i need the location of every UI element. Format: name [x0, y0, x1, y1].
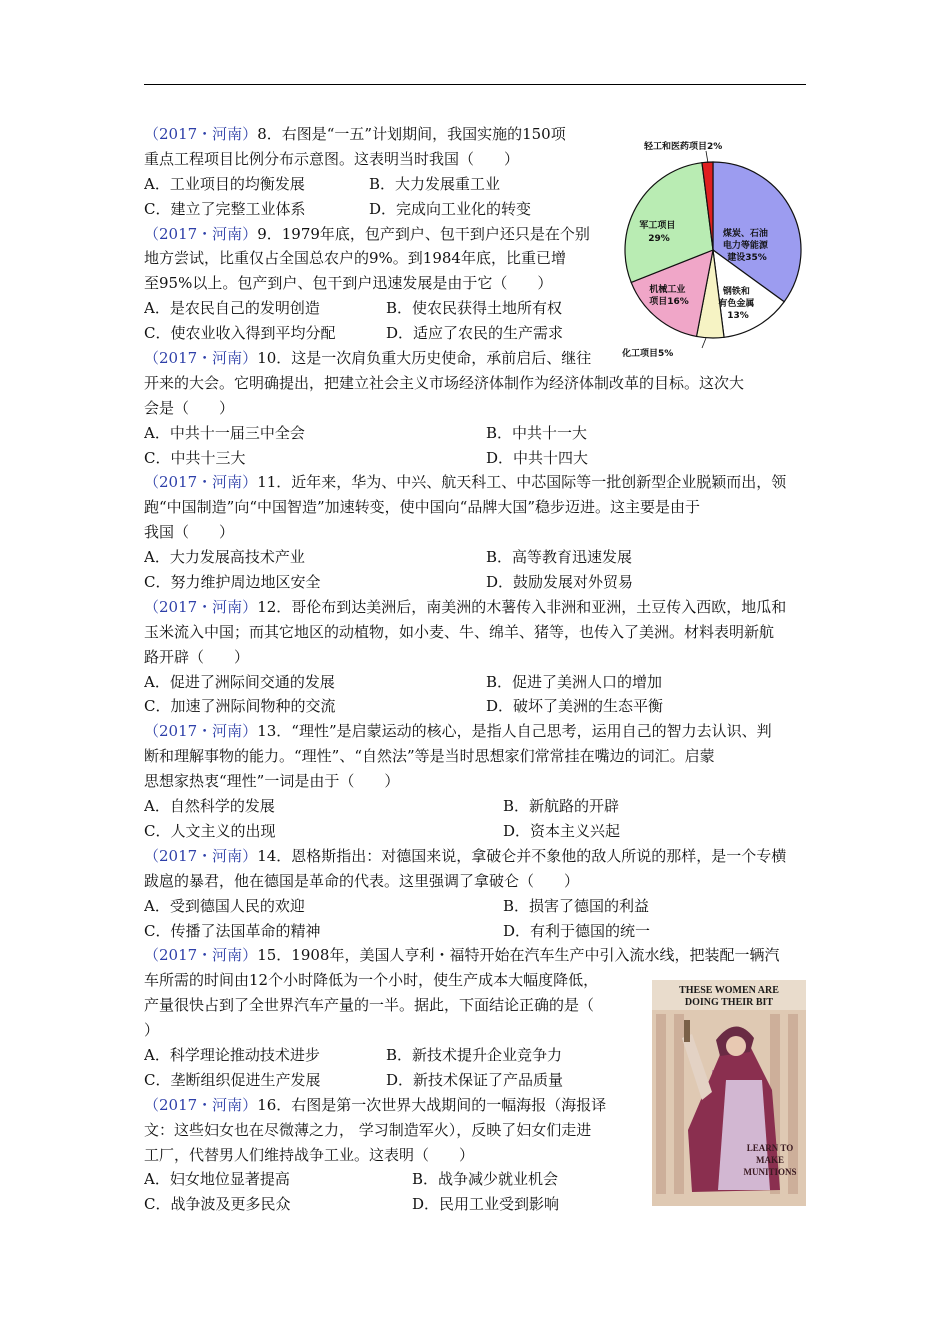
source-tag: （2017・河南）: [144, 349, 258, 368]
option-d[interactable]: D．民用工业受到影响: [412, 1195, 560, 1214]
option-b[interactable]: B．大力发展重工业: [369, 174, 501, 193]
question-line: 玉米流入中国；而其它地区的动植物，如小麦、牛、绵羊、猪等，也传入了美洲。材料表明新航: [144, 622, 775, 641]
ww1-munitions-poster: [652, 980, 806, 1206]
option-a[interactable]: A．是农民自己的发明创造: [144, 299, 320, 318]
option-row: [144, 794, 808, 819]
pie-label-steel: 钢铁和 有色金属 13%: [718, 287, 755, 321]
option-a[interactable]: A．中共十一届三中全会: [144, 423, 305, 442]
project-distribution-pie: [614, 132, 814, 362]
option-b[interactable]: B．战争减少就业机会: [412, 1170, 559, 1189]
option-c[interactable]: C．中共十三大: [144, 448, 246, 467]
question-line: 至95%以上。包产到户、包干到户迅速发展是由于它（ ）: [144, 274, 553, 293]
question-line: 断和理解事物的能力。“理性”、“自然法”等是当时思想家们常常挂在嘴边的词汇。启蒙: [144, 747, 715, 766]
question-line: 我国（ ）: [144, 523, 235, 542]
option-b[interactable]: B．促进了美洲人口的增加: [486, 672, 663, 691]
option-a[interactable]: A．大力发展高技术产业: [144, 548, 305, 567]
question-line: 车所需的时间由12个小时降低为一个小时，使生产成本大幅度降低，: [144, 971, 599, 990]
option-row: [144, 919, 808, 944]
option-c[interactable]: C．人文主义的出现: [144, 821, 276, 840]
option-b[interactable]: B．使农民获得土地所有权: [386, 299, 563, 318]
option-b[interactable]: B．损害了德国的利益: [503, 896, 650, 915]
option-row: [144, 694, 808, 719]
question-line: 产量很快占到了全世界汽车产量的一半。据此，下面结论正确的是（: [144, 996, 595, 1015]
option-c[interactable]: C．建立了完整工业体系: [144, 199, 306, 218]
question-line: （2017・河南）15．1908年，美国人亨利・福特开始在汽车生产中引入流水线，把装配一辆汽: [144, 946, 780, 965]
pie-label-energy: 煤炭、石油 电力等能源 建设35%: [722, 229, 768, 263]
option-c[interactable]: C．传播了法国革命的精神: [144, 921, 321, 940]
question-line: 路开辟（ ）: [144, 647, 250, 666]
question-line: 文：这些妇女也在尽微薄之力， 学习制造军火），反映了妇女们走进: [144, 1120, 592, 1139]
option-c[interactable]: C．战争波及更多民众: [144, 1195, 291, 1214]
option-b[interactable]: B．中共十一大: [486, 423, 588, 442]
option-row: [144, 545, 808, 570]
option-d[interactable]: D．适应了农民的生产需求: [386, 324, 564, 343]
option-c[interactable]: C．垄断组织促进生产发展: [144, 1070, 321, 1089]
question-line: 重点工程项目比例分布示意图。这表明当时我国（ ）: [144, 149, 520, 168]
option-c[interactable]: C．使农业收入得到平均分配: [144, 324, 336, 343]
option-a[interactable]: A．受到德国人民的欢迎: [144, 896, 305, 915]
poster-footer-line2: MAKE: [756, 1155, 784, 1165]
poster-headline-line2: DOING THEIR BIT: [684, 997, 774, 1008]
question-line: （2017・河南）14．恩格斯指出：对德国来说，拿破仑并不象他的敌人所说的那样，是一个专横: [144, 846, 787, 865]
option-row: [144, 570, 808, 595]
question-line: （2017・河南）13．“理性”是启蒙运动的核心，是指人自己思考，运用自己的智力去认识、判: [144, 722, 772, 741]
option-c[interactable]: C．加速了洲际间物种的交流: [144, 697, 336, 716]
pie-label-machinery: 机械工业 项目16%: [649, 285, 689, 307]
option-d[interactable]: D．有利于德国的统一: [503, 921, 651, 940]
option-d[interactable]: D．破坏了美洲的生态平衡: [486, 697, 664, 716]
question-line: 工厂，代替男人们维持战争工业。这表明（ ）: [144, 1145, 475, 1164]
option-a[interactable]: A．妇女地位显著提高: [144, 1170, 290, 1189]
question-line: （2017・河南）12．哥伦布到达美洲后，南美洲的木薯传入非洲和亚洲，土豆传入西欧，地瓜和: [144, 597, 787, 616]
source-tag: （2017・河南）: [144, 722, 258, 741]
source-tag: （2017・河南）: [144, 224, 258, 243]
question-line: （2017・河南）16．右图是第一次世界大战期间的一幅海报（海报译: [144, 1095, 607, 1114]
source-tag: （2017・河南）: [144, 597, 258, 616]
pie-label-chemical: 化工项目5%: [622, 349, 674, 359]
question-line: 开来的大会。它明确提出，把建立社会主义市场经济体制作为经济体制改革的目标。这次大: [144, 373, 745, 392]
pie-label-light-industry: 轻工和医药项目2%: [644, 142, 723, 152]
source-tag: （2017・河南）: [144, 946, 258, 965]
question-line: 跋扈的暴君，他在德国是革命的代表。这里强调了拿破仑（ ）: [144, 871, 580, 890]
header-rule: [144, 84, 806, 85]
option-d[interactable]: D．新技术保证了产品质量: [386, 1070, 564, 1089]
question-line: 思想家热衷“理性”一词是由于（ ）: [144, 772, 400, 791]
option-d[interactable]: D．完成向工业化的转变: [369, 199, 532, 218]
option-b[interactable]: B．新技术提升企业竞争力: [386, 1045, 563, 1064]
option-row: [144, 819, 808, 844]
poster-headline-line1: THESE WOMEN ARE: [679, 985, 779, 996]
source-tag: （2017・河南）: [144, 125, 258, 143]
option-row: [144, 670, 808, 695]
option-a[interactable]: A．工业项目的均衡发展: [144, 174, 305, 193]
option-a[interactable]: A．自然科学的发展: [144, 797, 275, 816]
source-tag: （2017・河南）: [144, 1095, 258, 1114]
option-row: [144, 446, 808, 471]
question-line: 会是（ ）: [144, 398, 235, 417]
question-line: （2017・河南）10．这是一次肩负重大历史使命，承前启后、继往: [144, 349, 592, 368]
option-a[interactable]: A．科学理论推动技术进步: [144, 1045, 320, 1064]
poster-footer-line1: LEARN TO: [746, 1143, 794, 1153]
option-d[interactable]: D．鼓励发展对外贸易: [486, 573, 634, 592]
option-d[interactable]: D．中共十四大: [486, 448, 589, 467]
pie-label-military: 军工项目 29%: [639, 221, 676, 244]
option-row: [144, 421, 808, 446]
option-b[interactable]: B．高等教育迅速发展: [486, 548, 633, 567]
source-tag: （2017・河南）: [144, 846, 258, 865]
question-line: ）: [144, 1021, 160, 1040]
option-a[interactable]: A．促进了洲际间交通的发展: [144, 672, 335, 691]
question-line: （2017・河南）8．右图是“一五”计划期间，我国实施的150项: [144, 125, 566, 143]
question-line: 地方尝试，比重仅占全国总农户的9%。到1984年底，比重已增: [144, 249, 566, 268]
source-tag: （2017・河南）: [144, 473, 258, 492]
question-line: 跑“中国制造”向“中国智造”加速转变，使中国向“品牌大国”稳步迈进。这主要是由于: [144, 498, 701, 517]
poster-footer-line3: MUNITIONS: [743, 1167, 797, 1177]
option-b[interactable]: B．新航路的开辟: [503, 797, 620, 816]
option-d[interactable]: D．资本主义兴起: [503, 821, 621, 840]
option-row: [144, 894, 808, 919]
option-c[interactable]: C．努力维护周边地区安全: [144, 573, 321, 592]
question-line: （2017・河南）11．近年来，华为、中兴、航天科工、中芯国际等一批创新型企业脱颖而出，领: [144, 473, 787, 492]
question-line: （2017・河南）9．1979年底，包产到户、包干到户还只是在个别: [144, 224, 590, 243]
